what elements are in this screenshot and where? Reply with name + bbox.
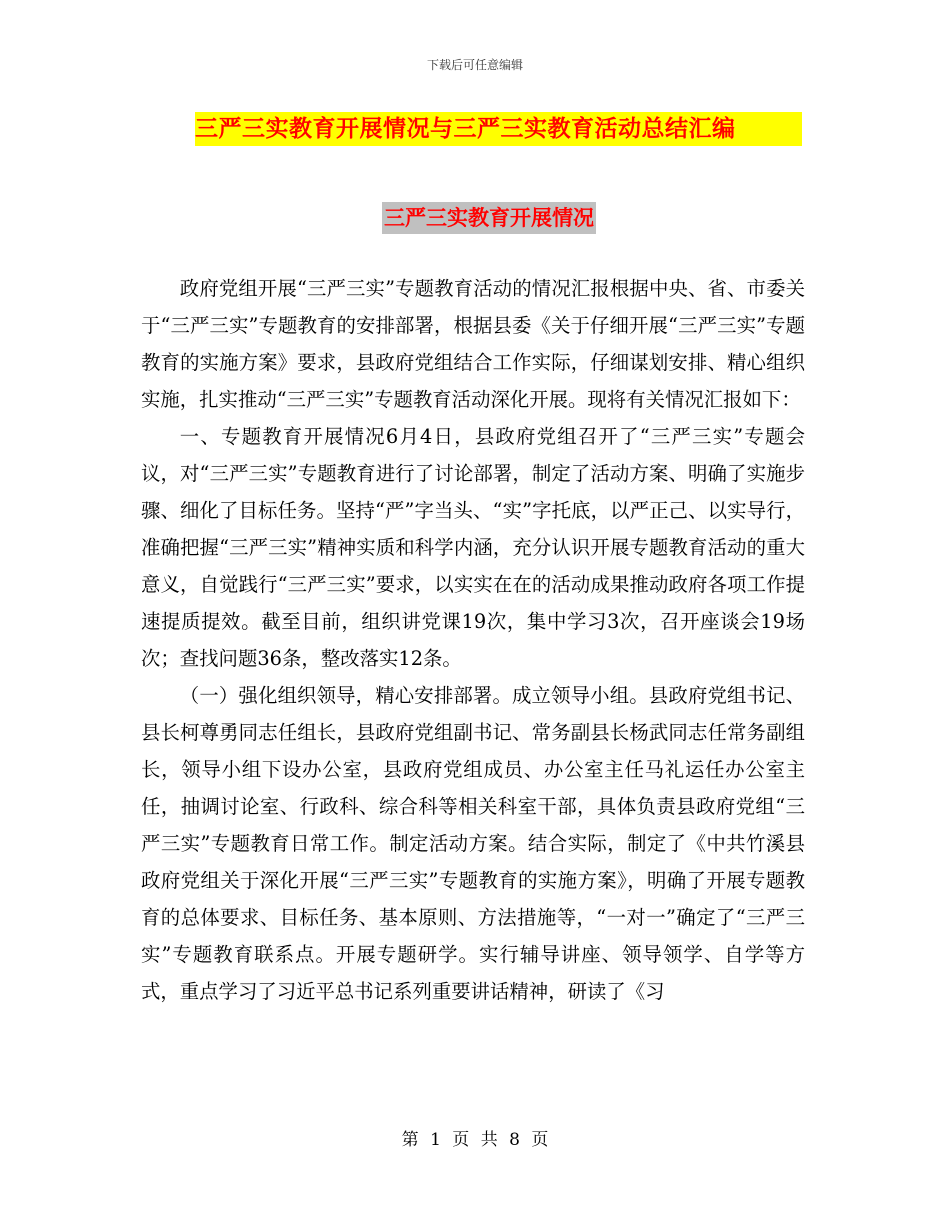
document-main-title: 三严三实教育开展情况与三严三实教育活动总结汇编 xyxy=(195,112,802,146)
body-paragraph-section-one: 一、专题教育开展情况6月4日，县政府党组召开了“三严三实”专题会议，对“三严三实”专题教育进行了讨论部署，制定了活动方案、明确了实施步骤、细化了目标任务。坚持“严”字当头、“实”字托底，以严正己、以实导行，准确把握“三严三实”精神实质和科学内涵，充分认识开展专题教育活动的重大意义，自觉践行“三严三实”要求，以实实在在的活动成果推动政府各项工作提速提质提效。截至目前，组织讲党课19次，集中学习3次，召开座谈会19场次；查找问题36条，整改落实12条。 xyxy=(141,425,805,670)
page-number-footer: 第 1 页 共 8 页 xyxy=(401,1130,549,1150)
body-paragraph-intro: 政府党组开展“三严三实”专题教育活动的情况汇报根据中央、省、市委关于“三严三实”专题教育的安排部署，根据县委《关于仔细开展“三严三实”专题教育的实施方案》要求，县政府党组结合工作实际，仔细谋划安排、精心组织实施，扎实推动“三严三实”专题教育活动深化开展。现将有关情况汇报如下： xyxy=(141,277,805,411)
document-body xyxy=(141,270,805,1010)
body-paragraph-subsection-one: （一）强化组织领导，精心安排部署。成立领导小组。县政府党组书记、县长柯尊勇同志任组长，县政府党组副书记、常务副县长杨武同志任常务副组长，领导小组下设办公室，县政府党组成员、办公室主任马礼运任办公室主任，抽调讨论室、行政科、综合科等相关科室干部，具体负责县政府党组“三严三实”专题教育日常工作。制定活动方案。结合实际，制定了《中共竹溪县政府党组关于深化开展“三严三实”专题教育的实施方案》，明确了开展专题教育的总体要求、目标任务、基本原则、方法措施等，“一对一”确定了“三严三实”专题教育联系点。开展专题研学。实行辅导讲座、领导领学、自学等方式，重点学习了习近平总书记系列重要讲话精神，研读了《习 xyxy=(141,684,805,1003)
document-section-title: 三严三实教育开展情况 xyxy=(382,202,596,234)
page-header-note: 下载后可任意编辑 xyxy=(426,58,523,72)
